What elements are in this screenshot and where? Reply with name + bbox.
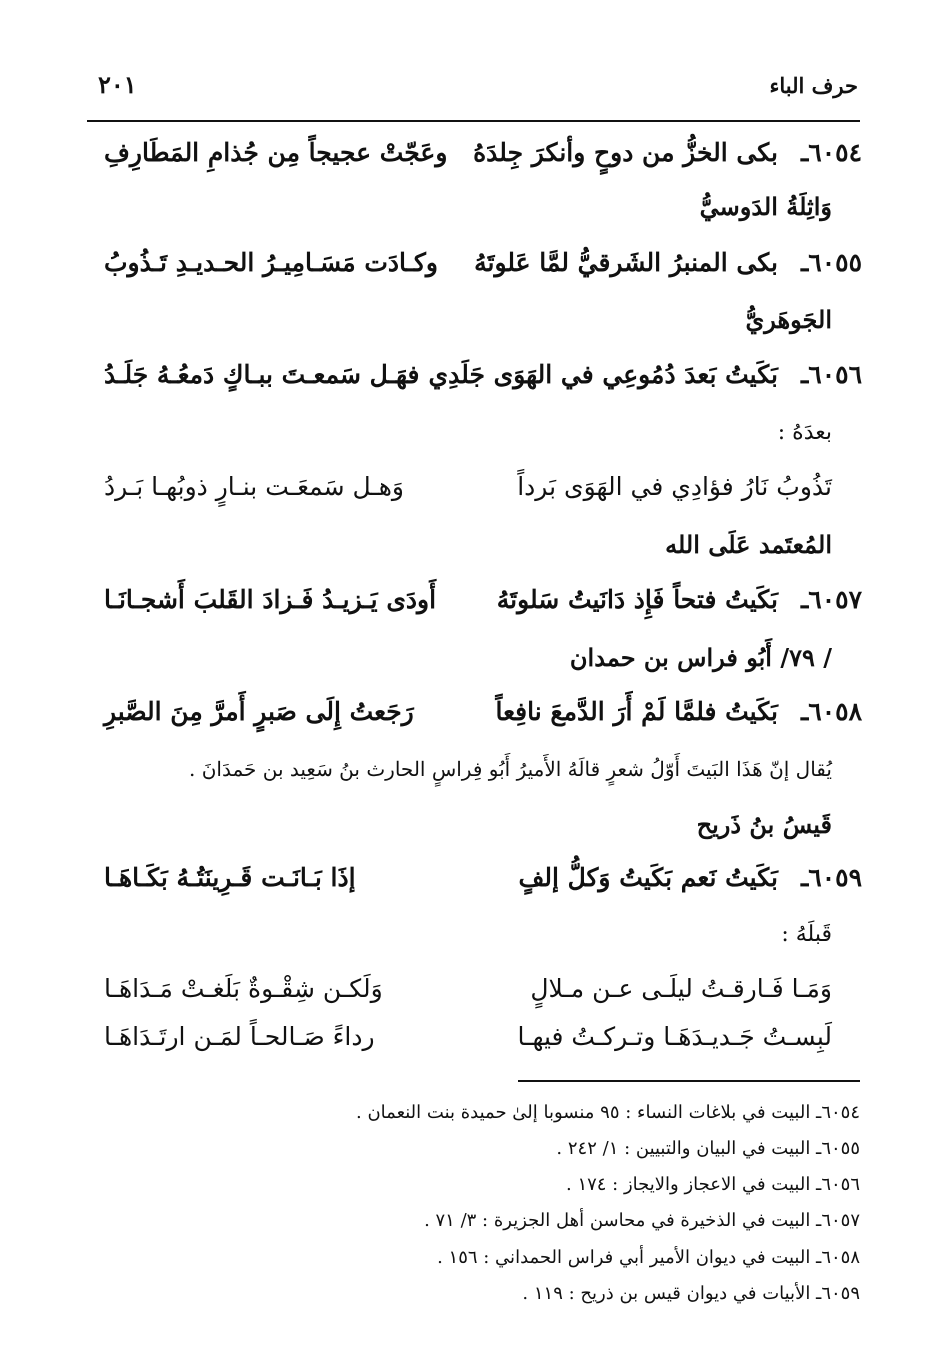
extra-couplet bbox=[104, 472, 832, 516]
poet-attribution: / ٧٩/ أَبُو فراس بن حمدان bbox=[569, 643, 832, 672]
verse-6057 bbox=[104, 585, 862, 629]
second-hemistich: وعَجّتْ عجيجاً مِن جُذامِ المَطَارِفِ bbox=[104, 138, 448, 167]
first-hemistich: بكى المنبرُ الشَرقيُّ لمَّا عَلوتَهُ bbox=[474, 248, 778, 277]
second-hemistich: إذَا بَـانَـت قَـرِينَتُـهُ بَكَـاهَـا bbox=[104, 863, 356, 892]
second-hemistich: وَهـل سَمعَـت بنـارٍ ذوبُهـا بَـردُ bbox=[104, 472, 404, 501]
verse-6056 bbox=[104, 360, 862, 404]
footnote: ٦٠٥٩ـ الأبيات في ديوان قيس بن ذريح : ١١٩ . bbox=[522, 1283, 860, 1304]
header-divider bbox=[87, 120, 860, 122]
footnote: ٦٠٥٧ـ البيت في الذخيرة في محاسن أهل الجزيرة : ٣/ ٧١ . bbox=[424, 1210, 860, 1231]
first-hemistich: بكى الخزُّ من دوحٍ وأنكرَ جِلدَهُ bbox=[473, 138, 778, 167]
extra-couplet bbox=[104, 1022, 832, 1066]
extra-couplet bbox=[104, 974, 832, 1018]
second-hemistich: وَلَكـن شِقْـوةٌ بَلَغـتْ مَـدَاهَـا bbox=[104, 974, 383, 1003]
verse-number: ٦٠٥٥ـ bbox=[800, 248, 862, 277]
second-hemistich: فهَـل سَمعـتَ ببـاكٍ دَمعُـهُ جَلَـدُ bbox=[104, 360, 420, 389]
verse-6059 bbox=[104, 863, 862, 907]
poet-attribution: قَيسُ بنُ ذَريح bbox=[696, 810, 832, 839]
verse-number: ٦٠٥٤ـ bbox=[800, 138, 862, 167]
verse-6054 bbox=[104, 138, 862, 182]
second-hemistich: رَجَعتُ إِلَى صَبرٍ أَمرَّ مِنَ الصَّبرِ bbox=[104, 697, 414, 726]
verse-intro: قَبلَهُ : bbox=[781, 922, 832, 947]
second-hemistich: رداءً صَـالحـاً لمَـن ارتَـدَاهَـا bbox=[104, 1022, 375, 1051]
footnote-divider bbox=[518, 1080, 860, 1082]
verse-intro: بعدَهُ : bbox=[777, 420, 832, 445]
first-hemistich: بَكَيتُ فتحاً فَإِذ دَانَيتُ سَلوتَهُ bbox=[496, 585, 778, 614]
verse-number: ٦٠٥٧ـ bbox=[800, 585, 862, 614]
first-hemistich: لَبِسـتُ جَـديـدَهَـا وتـركـتُ فيهـا bbox=[517, 1022, 832, 1051]
verse-note: يُقال إنّ هَذَا البَيتَ أَوّلُ شعرٍ قالَهُ الأَميرُ أَبُو فِراسٍ الحارث بنُ سَعِيد بن حَمدَانَ . bbox=[189, 757, 832, 781]
second-hemistich: وكـادَت مَسَـامِيـرُ الحـديـدِ تَـذُوبُ bbox=[104, 248, 438, 277]
verse-6055 bbox=[104, 248, 862, 292]
second-hemistich: أَودَى يَـزيـدُ فَـزادَ القَلبَ أَشجـانَـا bbox=[104, 585, 437, 614]
footnote: ٦٠٥٦ـ البيت في الاعجاز والايجاز : ١٧٤ . bbox=[565, 1174, 860, 1195]
footnote: ٦٠٥٨ـ البيت في ديوان الأمير أبي فراس الحمداني : ١٥٦ . bbox=[437, 1247, 860, 1268]
page-number: ٢٠١ bbox=[98, 70, 137, 99]
footnote: ٦٠٥٥ـ البيت في البيان والتبيين : ١/ ٢٤٢ . bbox=[556, 1138, 860, 1159]
first-hemistich: وَمَـا فَـارقـتُ ليلَـى عـن مـلالٍ bbox=[530, 974, 832, 1003]
poet-attribution: المُعتَمد عَلَى الله bbox=[665, 530, 832, 559]
poet-attribution: الجَوهَريُّ bbox=[745, 305, 832, 334]
verse-number: ٦٠٥٨ـ bbox=[800, 697, 862, 726]
verse-number: ٦٠٥٩ـ bbox=[800, 863, 862, 892]
first-hemistich: بَكَيتُ بَعدَ دُمُوعِي في الهَوَى جَلَدِي bbox=[428, 360, 778, 389]
footnote: ٦٠٥٤ـ البيت في بلاغات النساء : ٩٥ منسوبا إلىٰ حميدة بنت النعمان . bbox=[356, 1102, 860, 1123]
first-hemistich: تَذُوبُ نَارُ فؤادِي في الهَوَى بَرداً bbox=[517, 472, 832, 501]
verse-6058 bbox=[104, 697, 862, 741]
first-hemistich: بَكَيتُ نَعم بَكَيتُ وَكلُّ إلفٍ bbox=[518, 863, 778, 892]
poet-attribution: وَاثِلَةُ الدَوسيُّ bbox=[699, 192, 832, 221]
page-header-title: حرف الباء bbox=[769, 73, 858, 98]
verse-number: ٦٠٥٦ـ bbox=[800, 360, 862, 389]
first-hemistich: بَكَيتُ فلمَّا لَمْ أَرَ الدَّمعَ نافِعاً bbox=[495, 697, 778, 726]
